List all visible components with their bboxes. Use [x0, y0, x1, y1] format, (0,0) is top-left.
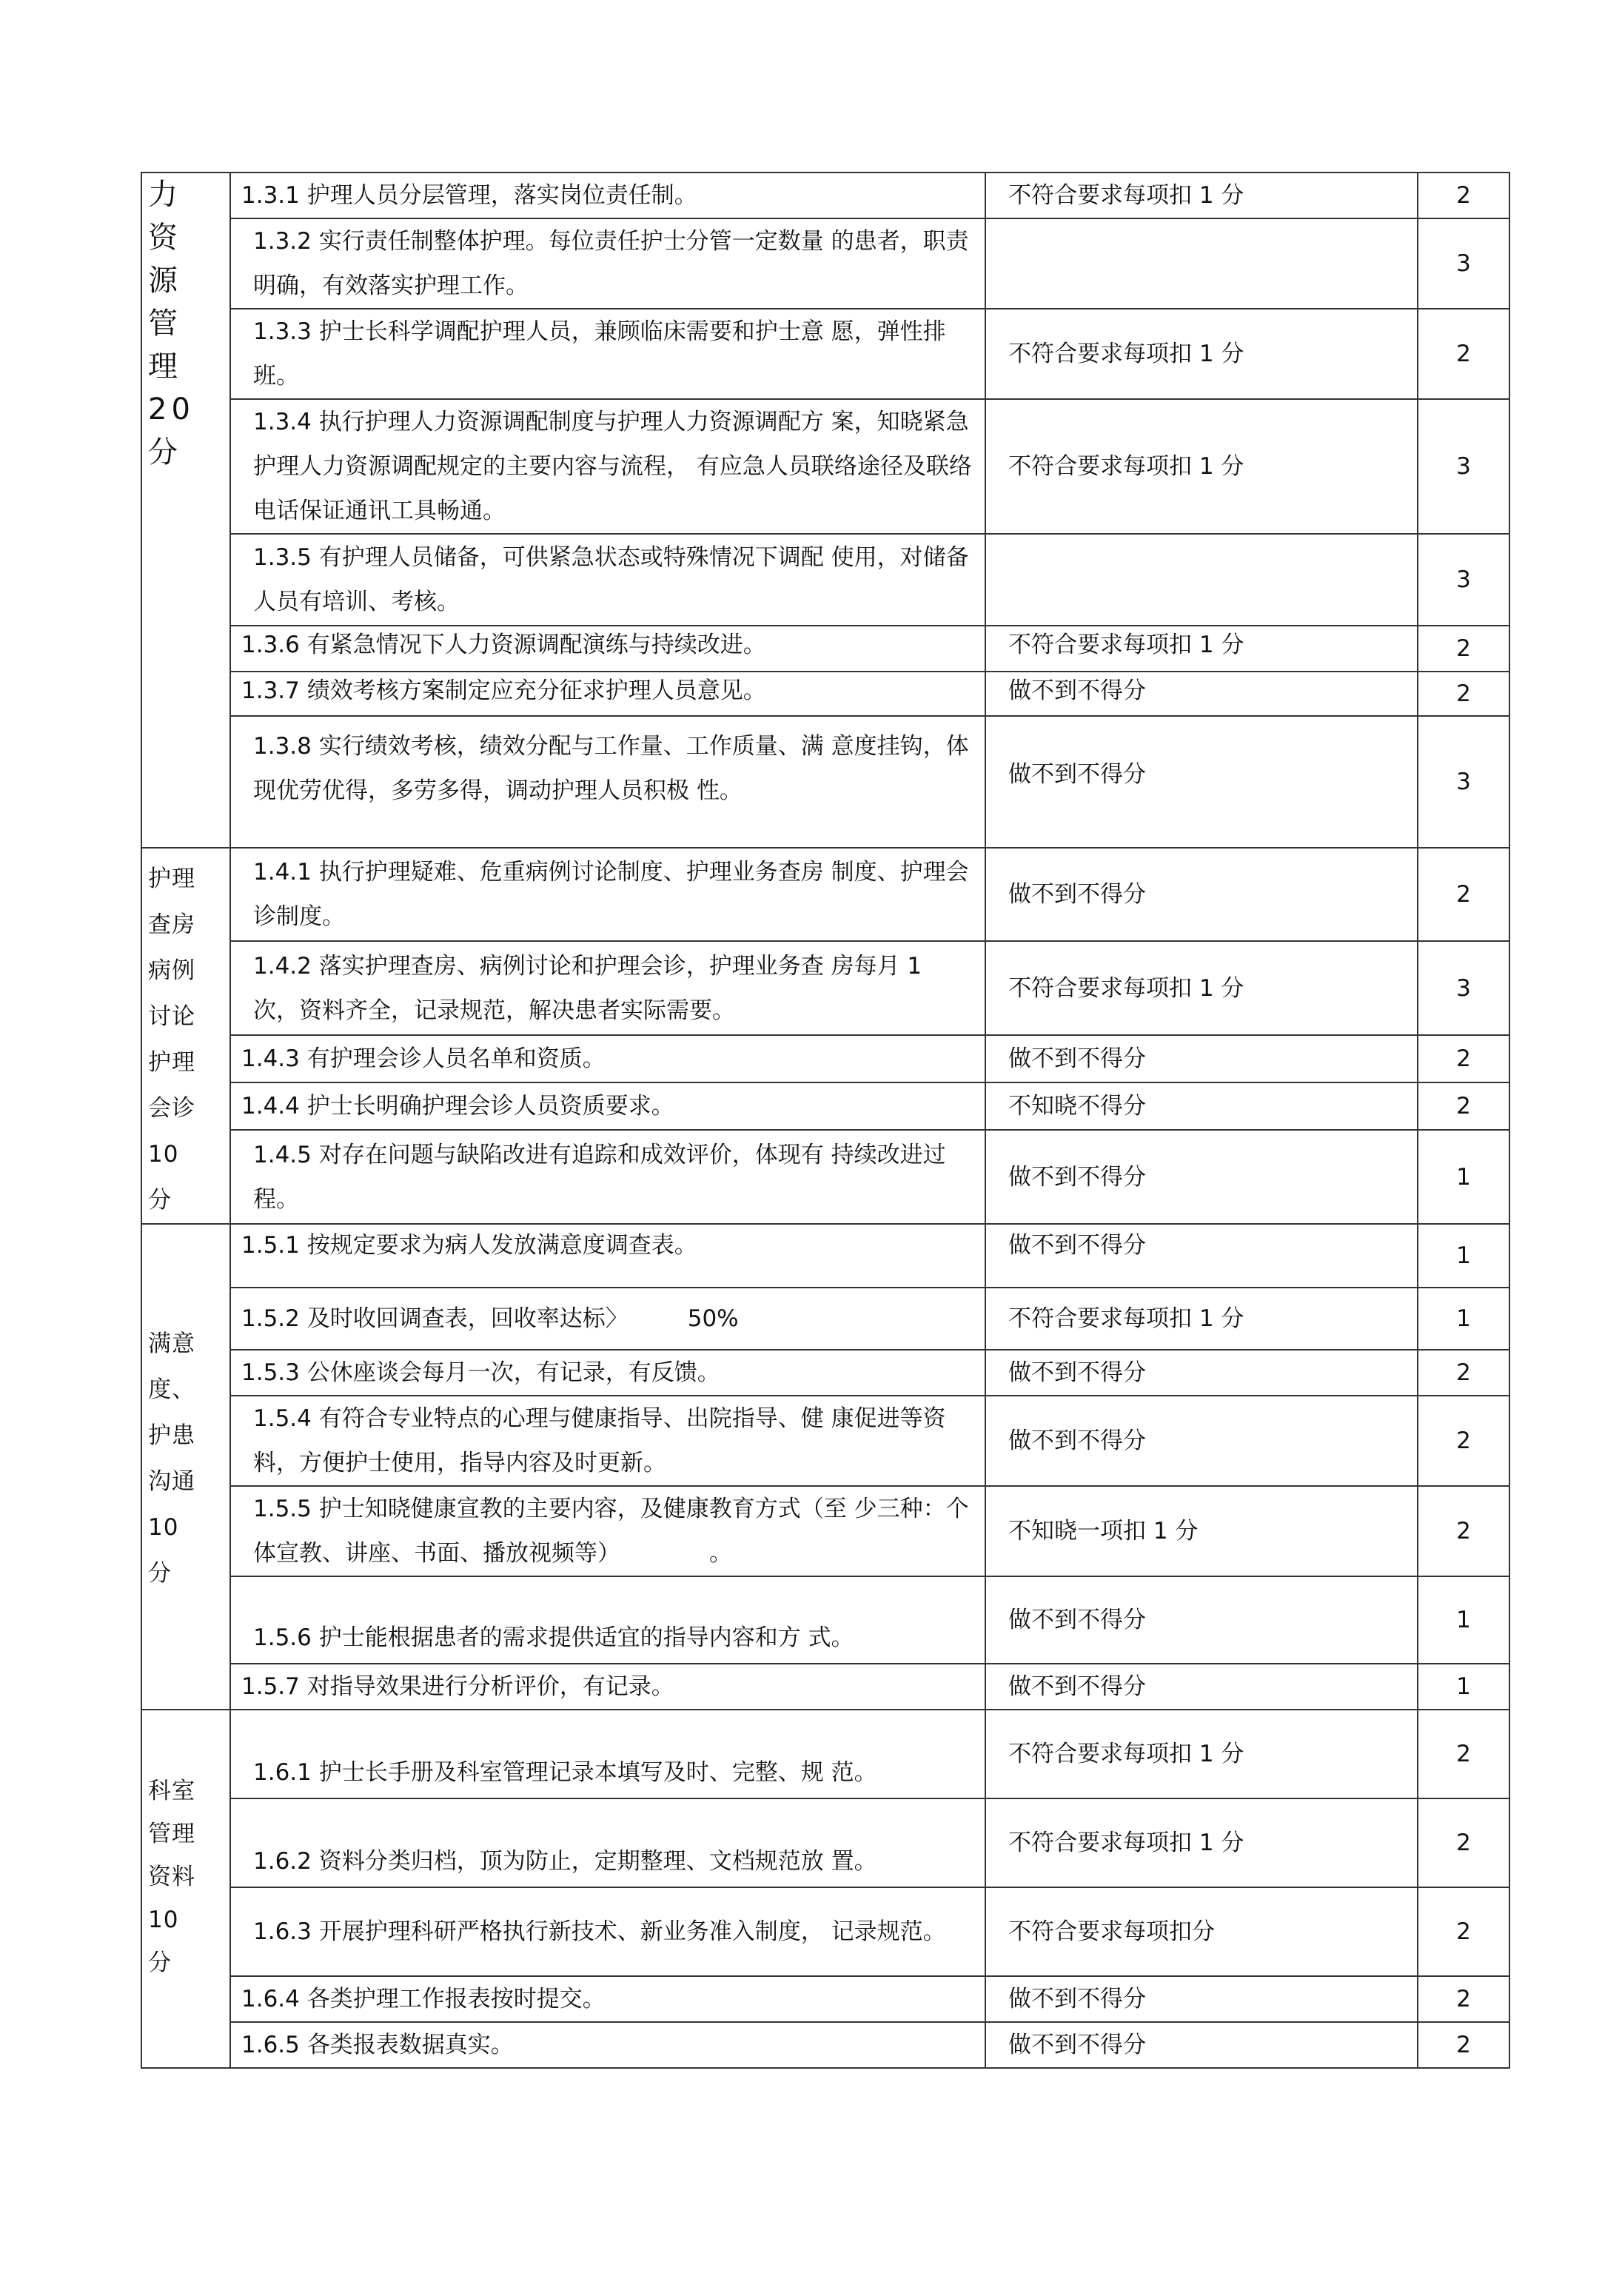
category-label: 满意 度、 护患 沟通 10 分: [148, 1331, 195, 1587]
score-cell: 2: [1418, 1887, 1509, 1976]
item-tail: 。: [709, 1540, 732, 1567]
score-cell: 2: [1418, 626, 1509, 672]
score-cell: 2: [1418, 2022, 1509, 2068]
item-cell: 1.3.3 护士长科学调配护理人员，兼顾临床需要和护士意 愿，弹性排班。: [230, 309, 985, 399]
score-cell: 2: [1418, 1798, 1509, 1887]
rule-cell: 做不到不得分: [985, 1664, 1418, 1710]
item-tail: 50%: [687, 1305, 739, 1332]
table-row: [141, 1887, 1509, 1976]
score-cell: 2: [1418, 1396, 1509, 1486]
table-row: [141, 941, 1509, 1034]
table-row: [141, 1350, 1509, 1396]
category-cell: [141, 848, 230, 1224]
table-row: [141, 309, 1509, 399]
rule-cell: 不符合要求每项扣分: [985, 1887, 1418, 1976]
rule-cell: 做不到不得分: [985, 1035, 1418, 1082]
item-cell: 1.3.4 执行护理人力资源调配制度与护理人力资源调配方 案，知晓紧急护理人力资源调配规定的主要内容与流程， 有应急人员联络途径及联络电话保证通讯工具畅通。: [230, 399, 985, 534]
rule-cell: 做不到不得分: [985, 672, 1418, 716]
item-cell: 1.5.7 对指导效果进行分析评价，有记录。: [230, 1664, 985, 1710]
table-row: [141, 2022, 1509, 2068]
item-cell: 1.3.8 实行绩效考核，绩效分配与工作量、工作质量、满 意度挂钩，体现优劳优得，多劳多得，调动护理人员积极 性。: [230, 716, 985, 848]
rule-cell: 做不到不得分: [985, 1224, 1418, 1288]
score-cell: 2: [1418, 672, 1509, 716]
item-cell: 1.6.4 各类护理工作报表按时提交。: [230, 1976, 985, 2022]
item-cell: [230, 1288, 985, 1350]
table-row: [141, 1396, 1509, 1486]
score-cell: 3: [1418, 218, 1509, 309]
item-cell: 1.6.2 资料分类归档，顶为防止，定期整理、文档规范放 置。: [230, 1798, 985, 1887]
table-row: [141, 1130, 1509, 1224]
score-cell: 1: [1418, 1664, 1509, 1710]
rule-cell: 不符合要求每项扣 1 分: [985, 1798, 1418, 1887]
scoring-table: [141, 172, 1510, 2069]
item-cell: 1.6.3 开展护理科研严格执行新技术、新业务准入制度， 记录规范。: [230, 1887, 985, 1976]
category-label: 护理 查房 病例 讨论 护理 会诊 10 分: [148, 866, 195, 1214]
category-label: 科室 管理 资料 10 分: [148, 1778, 195, 1976]
table-row: [141, 534, 1509, 626]
score-cell: 2: [1418, 1350, 1509, 1396]
table-row: [141, 626, 1509, 672]
item-cell: 1.5.6 护士能根据患者的需求提供适宜的指导内容和方 式。: [230, 1576, 985, 1664]
score-cell: 3: [1418, 399, 1509, 534]
item-cell: 1.3.7 绩效考核方案制定应充分征求护理人员意见。: [230, 672, 985, 716]
score-cell: 2: [1418, 1976, 1509, 2022]
item-cell: 1.4.5 对存在问题与缺陷改进有追踪和成效评价，体现有 持续改进过程。: [230, 1130, 985, 1224]
item-text: 1.5.5 护士知晓健康宣教的主要内容，及健康教育方式（至 少三种：个体宣教、讲座、书面、播放视频等）: [253, 1496, 969, 1567]
score-cell: 3: [1418, 534, 1509, 626]
table-row: [141, 218, 1509, 309]
table-row: [141, 1798, 1509, 1887]
item-cell: 1.3.2 实行责任制整体护理。每位责任护士分管一定数量 的患者，职责明确，有效落实护理工作。: [230, 218, 985, 309]
score-cell: 3: [1418, 716, 1509, 848]
rule-cell: 不符合要求每项扣 1 分: [985, 941, 1418, 1034]
score-cell: 1: [1418, 1288, 1509, 1350]
item-cell: 1.4.4 护士长明确护理会诊人员资质要求。: [230, 1082, 985, 1130]
rule-cell: 不知晓一项扣 1 分: [985, 1486, 1418, 1576]
table-row: [141, 1486, 1509, 1576]
category-cell: [141, 1710, 230, 2068]
item-cell: 1.4.2 落实护理查房、病例讨论和护理会诊，护理业务查 房每月 1 次，资料齐全，记录规范，解决患者实际需要。: [230, 941, 985, 1034]
rule-cell: 做不到不得分: [985, 716, 1418, 848]
item-cell: 1.5.1 按规定要求为病人发放满意度调查表。: [230, 1224, 985, 1288]
table-row: [141, 1664, 1509, 1710]
table-row: [141, 716, 1509, 848]
table-row: [141, 1710, 1509, 1798]
score-cell: 2: [1418, 1035, 1509, 1082]
rule-cell: 做不到不得分: [985, 1396, 1418, 1486]
table-row: [141, 173, 1509, 218]
rule-cell: 做不到不得分: [985, 1350, 1418, 1396]
category-label: 力 资 源 管 理 20 分: [148, 178, 195, 469]
rule-cell: 做不到不得分: [985, 1130, 1418, 1224]
table-row: [141, 1288, 1509, 1350]
score-cell: 2: [1418, 848, 1509, 941]
score-cell: 1: [1418, 1576, 1509, 1664]
table-row: [141, 399, 1509, 534]
score-cell: 2: [1418, 309, 1509, 399]
rule-cell: 做不到不得分: [985, 1976, 1418, 2022]
rule-cell: 不符合要求每项扣 1 分: [985, 309, 1418, 399]
rule-cell: 不符合要求每项扣 1 分: [985, 1288, 1418, 1350]
scoring-table-page: [141, 172, 1509, 2069]
rule-cell: 不符合要求每项扣 1 分: [985, 626, 1418, 672]
rule-cell: 不符合要求每项扣 1 分: [985, 1710, 1418, 1798]
score-cell: 1: [1418, 1130, 1509, 1224]
table-row: [141, 1082, 1509, 1130]
score-cell: 2: [1418, 173, 1509, 218]
rule-cell: 做不到不得分: [985, 848, 1418, 941]
item-cell: 1.4.1 执行护理疑难、危重病例讨论制度、护理业务查房 制度、护理会诊制度。: [230, 848, 985, 941]
table-row: [141, 672, 1509, 716]
item-cell: 1.5.3 公休座谈会每月一次，有记录，有反馈。: [230, 1350, 985, 1396]
score-cell: 2: [1418, 1710, 1509, 1798]
rule-cell: 不符合要求每项扣 1 分: [985, 173, 1418, 218]
category-cell: [141, 1224, 230, 1710]
item-cell: 1.3.5 有护理人员储备，可供紧急状态或特殊情况下调配 使用，对储备人员有培训、考核。: [230, 534, 985, 626]
score-cell: 2: [1418, 1486, 1509, 1576]
score-cell: 3: [1418, 941, 1509, 1034]
item-cell: 1.3.1 护理人员分层管理，落实岗位责任制。: [230, 173, 985, 218]
rule-cell: 不符合要求每项扣 1 分: [985, 399, 1418, 534]
item-cell: [230, 1486, 985, 1576]
rule-cell: 不知晓不得分: [985, 1082, 1418, 1130]
score-cell: 1: [1418, 1224, 1509, 1288]
item-text: 1.5.2 及时收回调查表，回收率达标〉: [241, 1305, 629, 1332]
item-cell: 1.4.3 有护理会诊人员名单和资质。: [230, 1035, 985, 1082]
table-row: [141, 1224, 1509, 1288]
item-cell: 1.5.4 有符合专业特点的心理与健康指导、出院指导、健 康促进等资料，方便护士使用，指导内容及时更新。: [230, 1396, 985, 1486]
table-row: [141, 1976, 1509, 2022]
table-row: [141, 1035, 1509, 1082]
table-row: [141, 1576, 1509, 1664]
score-cell: 2: [1418, 1082, 1509, 1130]
item-cell: 1.3.6 有紧急情况下人力资源调配演练与持续改进。: [230, 626, 985, 672]
rule-cell: 做不到不得分: [985, 1576, 1418, 1664]
rule-cell: [985, 218, 1418, 309]
table-row: [141, 848, 1509, 941]
item-cell: 1.6.1 护士长手册及科室管理记录本填写及时、完整、规 范。: [230, 1710, 985, 1798]
rule-cell: [985, 534, 1418, 626]
item-cell: 1.6.5 各类报表数据真实。: [230, 2022, 985, 2068]
category-cell: [141, 173, 230, 848]
rule-cell: 做不到不得分: [985, 2022, 1418, 2068]
